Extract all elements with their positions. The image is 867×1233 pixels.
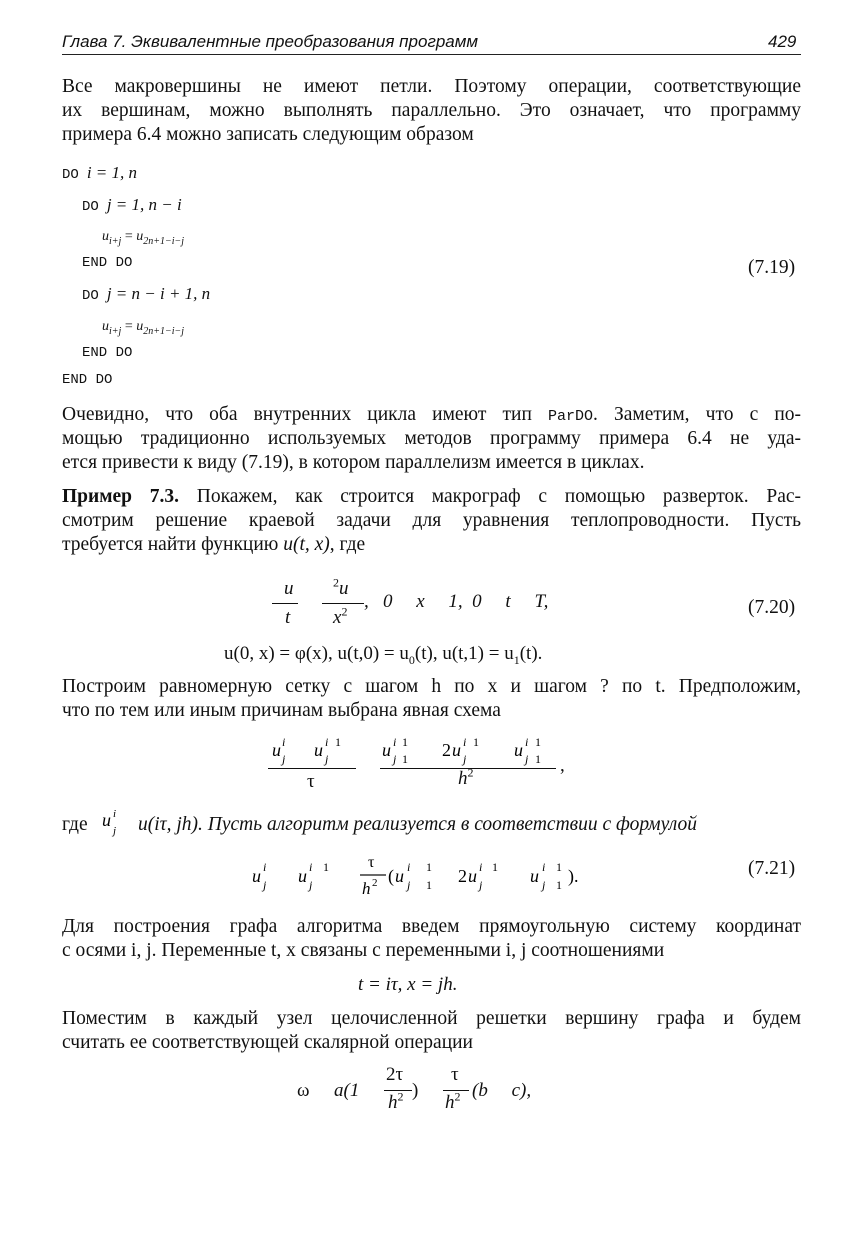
svg-text:j: j bbox=[542, 878, 546, 892]
svg-text:1: 1 bbox=[535, 736, 541, 749]
omega-frac2-den: $h^2$ bbox=[445, 1089, 461, 1113]
svg-text:i: i bbox=[407, 860, 411, 874]
code-line-outer-do: DO i = 1, n bbox=[62, 163, 138, 183]
scheme-left-line bbox=[268, 768, 356, 769]
svg-text:j: j bbox=[393, 752, 397, 766]
svg-text:2: 2 bbox=[442, 740, 451, 760]
svg-text:(: ( bbox=[388, 866, 394, 886]
svg-text:j: j bbox=[309, 878, 313, 892]
intro-line-2: их вершинам, можно выполнять параллельно. Это означает, что программу bbox=[62, 100, 801, 121]
svg-text:j: j bbox=[325, 752, 329, 766]
svg-text:i: i bbox=[309, 860, 313, 874]
svg-text:u: u bbox=[395, 866, 404, 886]
scheme-right-num-svg bbox=[380, 736, 560, 768]
intro-line-3: примера 6.4 можно записать следующим образом bbox=[62, 124, 474, 145]
code-line-assign-1: $u_{i+j} = u_{2n+1-i-j}$ bbox=[102, 229, 185, 248]
svg-text:u: u bbox=[468, 866, 477, 886]
svg-text:1: 1 bbox=[426, 878, 432, 892]
svg-text:1: 1 bbox=[426, 860, 432, 874]
code-line-inner1-end: END DO bbox=[82, 255, 133, 271]
scheme-left-num-svg bbox=[270, 736, 360, 768]
svg-text:i: i bbox=[463, 736, 467, 749]
svg-text:i: i bbox=[479, 860, 483, 874]
obvious-line-3: ется привести к виду (7.19), в котором параллелизм имеется в циклах. bbox=[62, 452, 645, 473]
svg-text:u: u bbox=[530, 866, 539, 886]
svg-text:2: 2 bbox=[458, 866, 467, 886]
example-line-2: смотрим решение краевой задачи для уравнения теплопроводности. Пусть bbox=[62, 510, 801, 531]
svg-text:i: i bbox=[393, 736, 397, 749]
scheme-left-den: τ bbox=[307, 771, 315, 792]
graph-relation: t = iτ, x = jh. bbox=[358, 974, 458, 995]
svg-text:1: 1 bbox=[402, 752, 408, 766]
svg-text:h: h bbox=[362, 879, 371, 898]
omega-symbol: ω bbox=[297, 1080, 310, 1101]
equation-number-7-21: (7.21) bbox=[748, 858, 796, 879]
svg-text:1: 1 bbox=[402, 736, 408, 749]
svg-text:1: 1 bbox=[473, 736, 479, 749]
eq20-boundary-conditions: u(0, x) = φ(x), $u(t,0) = u_0(t)$, $u(t,1) = u_1(t)$. bbox=[224, 643, 543, 667]
svg-text:i: i bbox=[542, 860, 546, 874]
svg-text:j: j bbox=[263, 878, 267, 892]
example-line-3: требуется найти функцию u(t, x), где bbox=[62, 534, 366, 555]
grid-line-2: что по тем или иным причинам выбрана явная схема bbox=[62, 700, 501, 721]
svg-text:u: u bbox=[298, 866, 307, 886]
svg-text:1: 1 bbox=[535, 752, 541, 766]
svg-text:u: u bbox=[272, 740, 281, 760]
example-label: Пример 7.3. bbox=[62, 486, 180, 507]
svg-text:).: ). bbox=[568, 866, 579, 886]
svg-text:u: u bbox=[314, 740, 323, 760]
svg-text:1: 1 bbox=[556, 860, 562, 874]
svg-text:u: u bbox=[452, 740, 461, 760]
eq20-frac1-num: u bbox=[284, 578, 294, 599]
place-line-2: считать ее соответствующей скалярной операции bbox=[62, 1032, 473, 1053]
svg-text:i: i bbox=[525, 736, 529, 749]
where-line: где u i j u(iτ, jh). Пусть алгоритм реализуется в соответствии с формулой bbox=[62, 810, 697, 837]
svg-text:u: u bbox=[514, 740, 523, 760]
eq20-frac1-line bbox=[272, 603, 298, 604]
omega-a-part: a(1 bbox=[334, 1080, 360, 1101]
svg-text:i: i bbox=[325, 736, 329, 749]
omega-frac1-num: 2τ bbox=[386, 1064, 404, 1085]
graph-line-1: Для построения графа алгоритма введем прямоугольную систему координат bbox=[62, 916, 801, 937]
eq20-frac2-den: $x^2$ bbox=[333, 604, 348, 628]
svg-text:j: j bbox=[407, 878, 411, 892]
page-number: 429 bbox=[768, 32, 797, 51]
code-line-assign-2: $u_{i+j} = u_{2n+1-i-j}$ bbox=[102, 319, 185, 338]
obvious-line-2: мощью традиционно используемых методов программу примера 6.4 не уда- bbox=[62, 428, 801, 449]
obvious-line-1: Очевидно, что оба внутренних цикла имеют тип ParDO. Заметим, что с по- bbox=[62, 404, 801, 425]
svg-text:j: j bbox=[463, 752, 467, 766]
equation-number-7-20: (7.20) bbox=[748, 597, 796, 618]
eq20-frac2-num: $^2$u bbox=[333, 575, 349, 599]
eq20-frac1-den: t bbox=[285, 607, 291, 628]
eq20-conditions: , 0 x 1, 0 t T, bbox=[364, 591, 549, 612]
eq21-expression bbox=[252, 856, 592, 905]
example-line-1: Пример 7.3. Покажем, как строится макрограф с помощью разверток. Рас- bbox=[62, 486, 801, 507]
place-line-1: Поместим в каждый узел целочисленной решетки вершину графа и будем bbox=[62, 1008, 801, 1029]
grid-line-1: Построим равномерную сетку с шагом h по x и шагом ? по t. Предположим, bbox=[62, 676, 801, 697]
svg-text:i: i bbox=[282, 736, 286, 749]
svg-text:1: 1 bbox=[335, 736, 341, 749]
code-line-inner2-do: DO j = n − i + 1, n bbox=[82, 284, 211, 304]
svg-text:i: i bbox=[263, 860, 267, 874]
svg-text:τ: τ bbox=[368, 856, 375, 871]
eq21-svg bbox=[252, 856, 592, 900]
omega-tail: (b c), bbox=[472, 1080, 532, 1101]
where-u-symbol bbox=[92, 810, 118, 838]
graph-line-2: с осями i, j. Переменные t, x связаны с переменными i, j соотношениями bbox=[62, 940, 665, 961]
code-line-outer-end: END DO bbox=[62, 372, 113, 388]
omega-close-paren: ) bbox=[412, 1080, 419, 1101]
equation-number-7-19: (7.19) bbox=[748, 257, 796, 278]
omega-frac1-den: $h^2$ bbox=[388, 1089, 404, 1113]
svg-text:2: 2 bbox=[372, 877, 378, 889]
svg-text:j: j bbox=[525, 752, 529, 766]
svg-text:u: u bbox=[102, 810, 112, 830]
omega-frac2-num: τ bbox=[451, 1064, 459, 1085]
scheme-comma: , bbox=[560, 755, 565, 776]
svg-text:i: i bbox=[113, 810, 117, 820]
svg-text:u: u bbox=[252, 866, 261, 886]
svg-text:1: 1 bbox=[492, 860, 498, 874]
code-line-inner2-end: END DO bbox=[82, 345, 133, 361]
svg-text:1: 1 bbox=[323, 860, 329, 874]
svg-text:j: j bbox=[113, 825, 117, 837]
chapter-title: Глава 7. Эквивалентные преобразования программ bbox=[62, 32, 479, 51]
code-line-inner1-do: DO j = 1, n − i bbox=[82, 195, 182, 215]
svg-text:j: j bbox=[282, 752, 286, 766]
scheme-right-den: $h^2$ bbox=[458, 765, 474, 789]
svg-text:j: j bbox=[479, 878, 483, 892]
svg-text:1: 1 bbox=[556, 878, 562, 892]
svg-text:u: u bbox=[382, 740, 391, 760]
header-rule bbox=[62, 54, 801, 55]
intro-line-1: Все макровершины не имеют петли. Поэтому операции, соответствующие bbox=[62, 76, 801, 97]
